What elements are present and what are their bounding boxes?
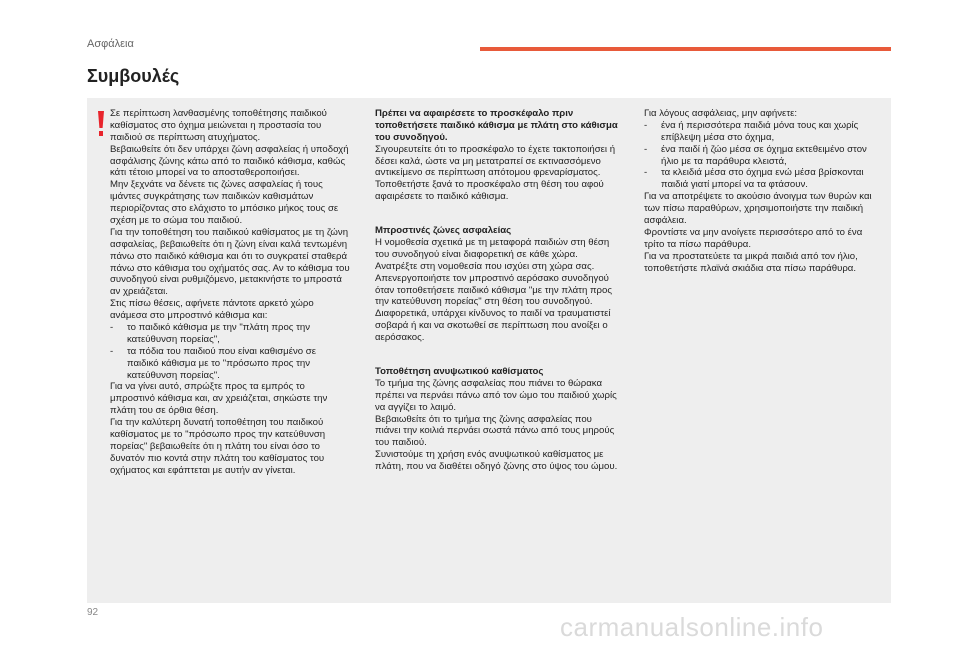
paragraph: Για να αποτρέψετε το ακούσιο άνοιγμα των θυρών και των πίσω παραθύρων, χρησιμοποιήστε την παιδική ασφάλεια. [644, 191, 872, 227]
column-right [644, 108, 884, 274]
list-item: - ένα ή περισσότερα παιδιά μόνα τους και χωρίς επίβλεψη μέσα στο όχημα, [644, 120, 884, 144]
paragraph: Για λόγους ασφάλειας, μην αφήνετε: [644, 108, 798, 119]
watermark: carmanualsonline.info [560, 612, 824, 642]
paragraph: Διαφορετικά, υπάρχει κίνδυνος το παιδί να τραυματιστεί σοβαρά ή και να σκοτωθεί σε περίπτωση που ανοίξει ο αερόσακος. [375, 308, 611, 344]
paragraph: Βεβαιωθείτε ότι δεν υπάρχει ζώνη ασφαλείας ή υποδοχή ασφάλισης ζώνης κάτω από το παιδικό κάθισμα, καθώς κάτι τέτοιο μπορεί να το αποσταθεροποιήσει. [110, 143, 349, 179]
booster-seat-heading: Τοποθέτηση ανυψωτικού καθίσματος [375, 366, 544, 378]
paragraph: Για την τοποθέτηση του παιδικού καθίσματος με τη ζώνη ασφαλείας, βεβαιωθείτε ότι η ζώνη είναι καλά τεντωμένη πάνω στο παιδικό κάθισμα και ότι το συγκρατεί σταθερά πάνω στο κάθισμα του οχήματός σας. Αν το κάθισμα του συνοδηγού είναι ρυθμιζόμενο, μετακινήστε το μπροστά αν χρειάζεται. [110, 226, 350, 298]
paragraph: Για να προστατεύετε τα μικρά παιδιά από τον ήλιο, τοποθετήστε πλαϊνά σκιάδια στα πίσω παράθυρα. [644, 250, 858, 274]
page-number: 92 [87, 607, 99, 618]
page-title: Συμβουλές [87, 66, 180, 86]
paragraph: Μην ξεχνάτε να δένετε τις ζώνες ασφαλείας ή τους ιμάντες συγκράτησης των παιδικών καθισμάτων περιορίζοντας στο ελάχιστο το μπόσικο μήκος τους σε σχέση με το σώμα του παιδιού. [110, 179, 339, 227]
list-item: - τα κλειδιά μέσα στο όχημα ενώ μέσα βρίσκονται παιδιά γιατί μπορεί να τα φτάσουν. [644, 167, 884, 191]
list-item: - ένα παιδί ή ζώο μέσα σε όχημα εκτεθειμένο στον ήλιο με τα παράθυρα κλειστά, [644, 144, 884, 168]
front-belts-heading: Μπροστινές ζώνες ασφαλείας [375, 225, 512, 237]
paragraph: Φροντίστε να μην ανοίγετε περισσότερο από το ένα τρίτο τα πίσω παράθυρα. [644, 226, 863, 250]
list-item: - τα πόδια του παιδιού που είναι καθισμένο σε παιδικό κάθισμα με το "πρόσωπο προς την κατεύθυνση πορείας". [110, 346, 350, 382]
paragraph: Απενεργοποιήστε τον μπροστινό αερόσακο συνοδηγού όταν τοποθετήσετε παιδικό κάθισμα "με την πλάτη προς την κατεύθυνση πορείας" στη θέση του συνοδηγού. [375, 272, 612, 308]
list-item: - το παιδικό κάθισμα με την "πλάτη προς την κατεύθυνση πορείας", [110, 322, 350, 346]
advice-panel [87, 98, 891, 603]
warning-icon [95, 110, 107, 138]
headrest-heading: Πρέπει να αφαιρέσετε το προσκέφαλο πριν τοποθετήσετε παιδικό κάθισμα με πλάτη στο κάθισμα του συνοδηγού. [375, 108, 618, 143]
paragraph: Σιγουρευτείτε ότι το προσκέφαλο το έχετε τακτοποιήσει ή δέσει καλά, ώστε να μη μετατραπεί σε εκτινασσόμενο αντικείμενο σε περίπτωση απότομου φρεναρίσματος. Τοποθετήστε ξανά το προσκέφαλο στη θέση του αφού αφαιρέσετε το παιδικό κάθισμα. [375, 143, 616, 203]
paragraph: Η νομοθεσία σχετικά με τη μεταφορά παιδιών στη θέση του συνοδηγού είναι διαφορετική σε κάθε χώρα. Ανατρέξτε στη νομοθεσία που ισχύει στη χώρα σας. [375, 237, 610, 272]
paragraph: Για την καλύτερη δυνατή τοποθέτηση του παιδικού καθίσματος με το "πρόσωπο προς την κατεύθυνση πορείας" βεβαιωθείτε ότι η πλάτη του είναι όσο το δυνατόν πιο κοντά στην πλάτη του καθίσματος του οχήματος και εφάπτεται με αυτήν αν γίνεται. [110, 417, 326, 476]
column-left [110, 108, 350, 477]
paragraph: Για να γίνει αυτό, σπρώξτε προς τα εμπρός το μπροστινό κάθισμα και, αν χρειάζεται, σηκώστε την πλάτη του σε όρθια θέση. [110, 381, 328, 417]
bullet-list [110, 322, 350, 381]
header-accent-rule [480, 47, 891, 51]
paragraph: Το τμήμα της ζώνης ασφαλείας που πιάνει το θώρακα πρέπει να περνάει πάνω από τον ώμο του παιδιού χωρίς να αγγίζει το λαιμό. [375, 377, 617, 413]
bullet-list [644, 120, 884, 191]
paragraph: Βεβαιωθείτε ότι το τμήμα της ζώνης ασφαλείας που πιάνει την κοιλιά περνάει σωστά πάνω από τους μηρούς του παιδιού. [375, 413, 615, 449]
section-label: Ασφάλεια [87, 38, 134, 50]
paragraph: Συνιστούμε τη χρήση ενός ανυψωτικού καθίσματος με πλάτη, που να διαθέτει οδηγό ζώνης στο ύψος του ώμου. [375, 449, 618, 473]
column-middle [375, 108, 619, 473]
paragraph: Σε περίπτωση λανθασμένης τοποθέτησης παιδικού καθίσματος στο όχημα μειώνεται η προστασία του παιδιού σε περίπτωση ατυχήματος. [110, 108, 327, 143]
paragraph: Στις πίσω θέσεις, αφήνετε πάντοτε αρκετό χώρο ανάμεσα στο μπροστινό κάθισμα και: [110, 298, 314, 322]
